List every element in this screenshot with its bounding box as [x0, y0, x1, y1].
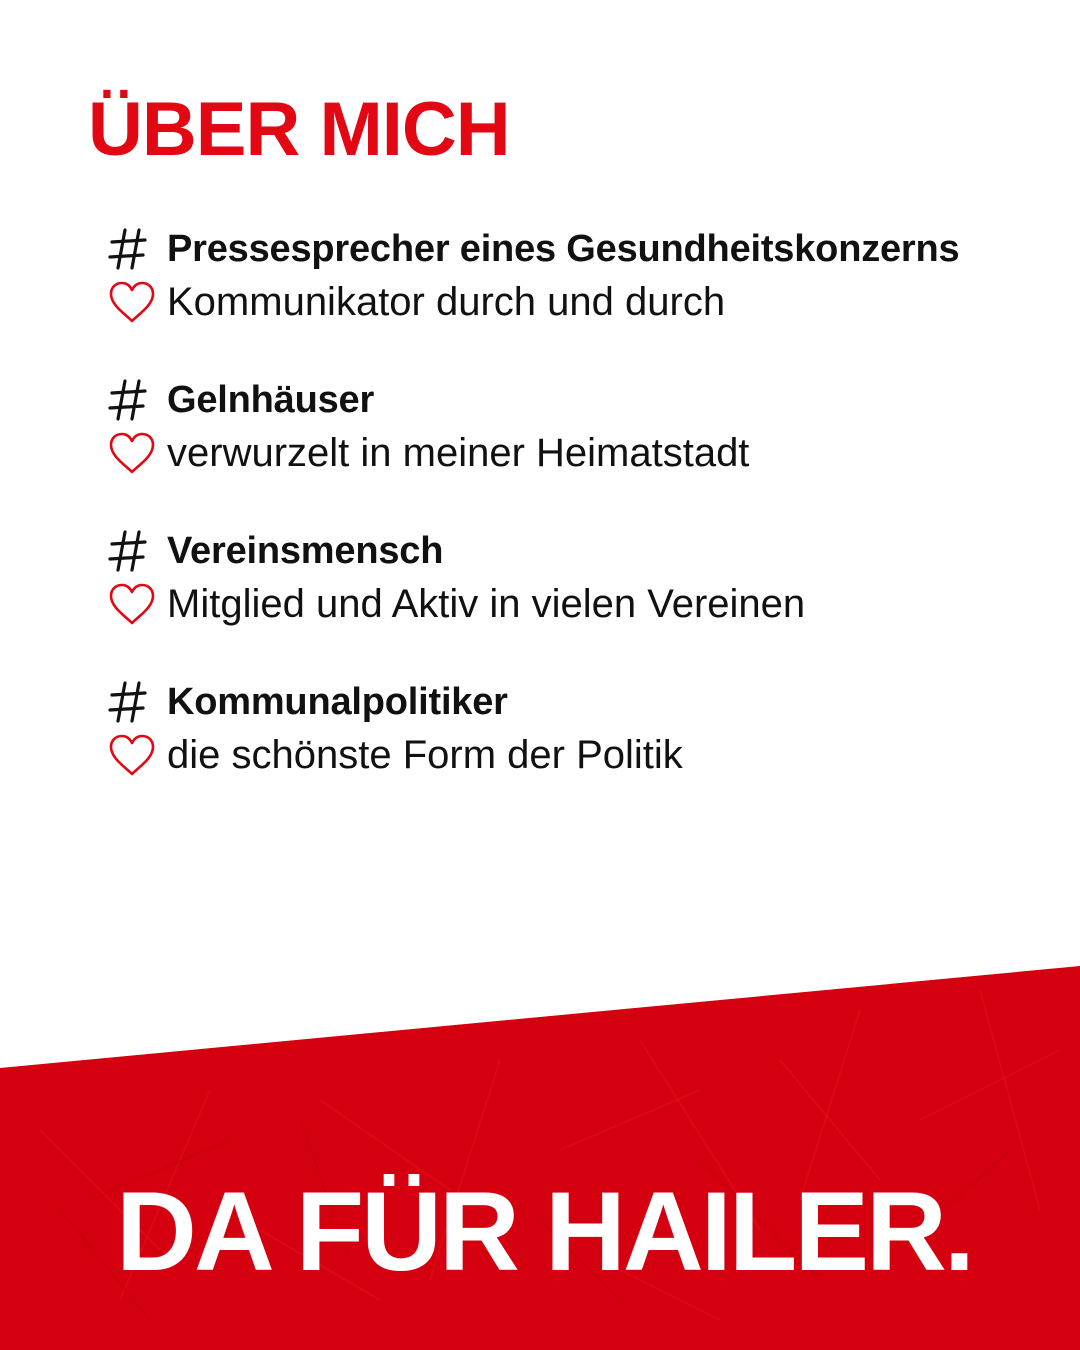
item-note: die schönste Form der Politik	[167, 732, 683, 777]
item-tag: Gelnhäuser	[167, 378, 375, 421]
item-note: Mitglied und Aktiv in vielen Vereinen	[167, 581, 806, 626]
item-note: verwurzelt in meiner Heimatstadt	[167, 430, 750, 475]
item-tag: Pressesprecher eines Gesundheitskonzerns	[167, 227, 960, 270]
page-title: ÜBER MICH	[88, 87, 510, 172]
item-tag: Kommunalpolitiker	[167, 680, 508, 723]
slogan: DA FÜR HAILER.	[116, 1169, 973, 1294]
item-note: Kommunikator durch und durch	[167, 279, 726, 324]
item-tag: Vereinsmensch	[167, 529, 444, 572]
